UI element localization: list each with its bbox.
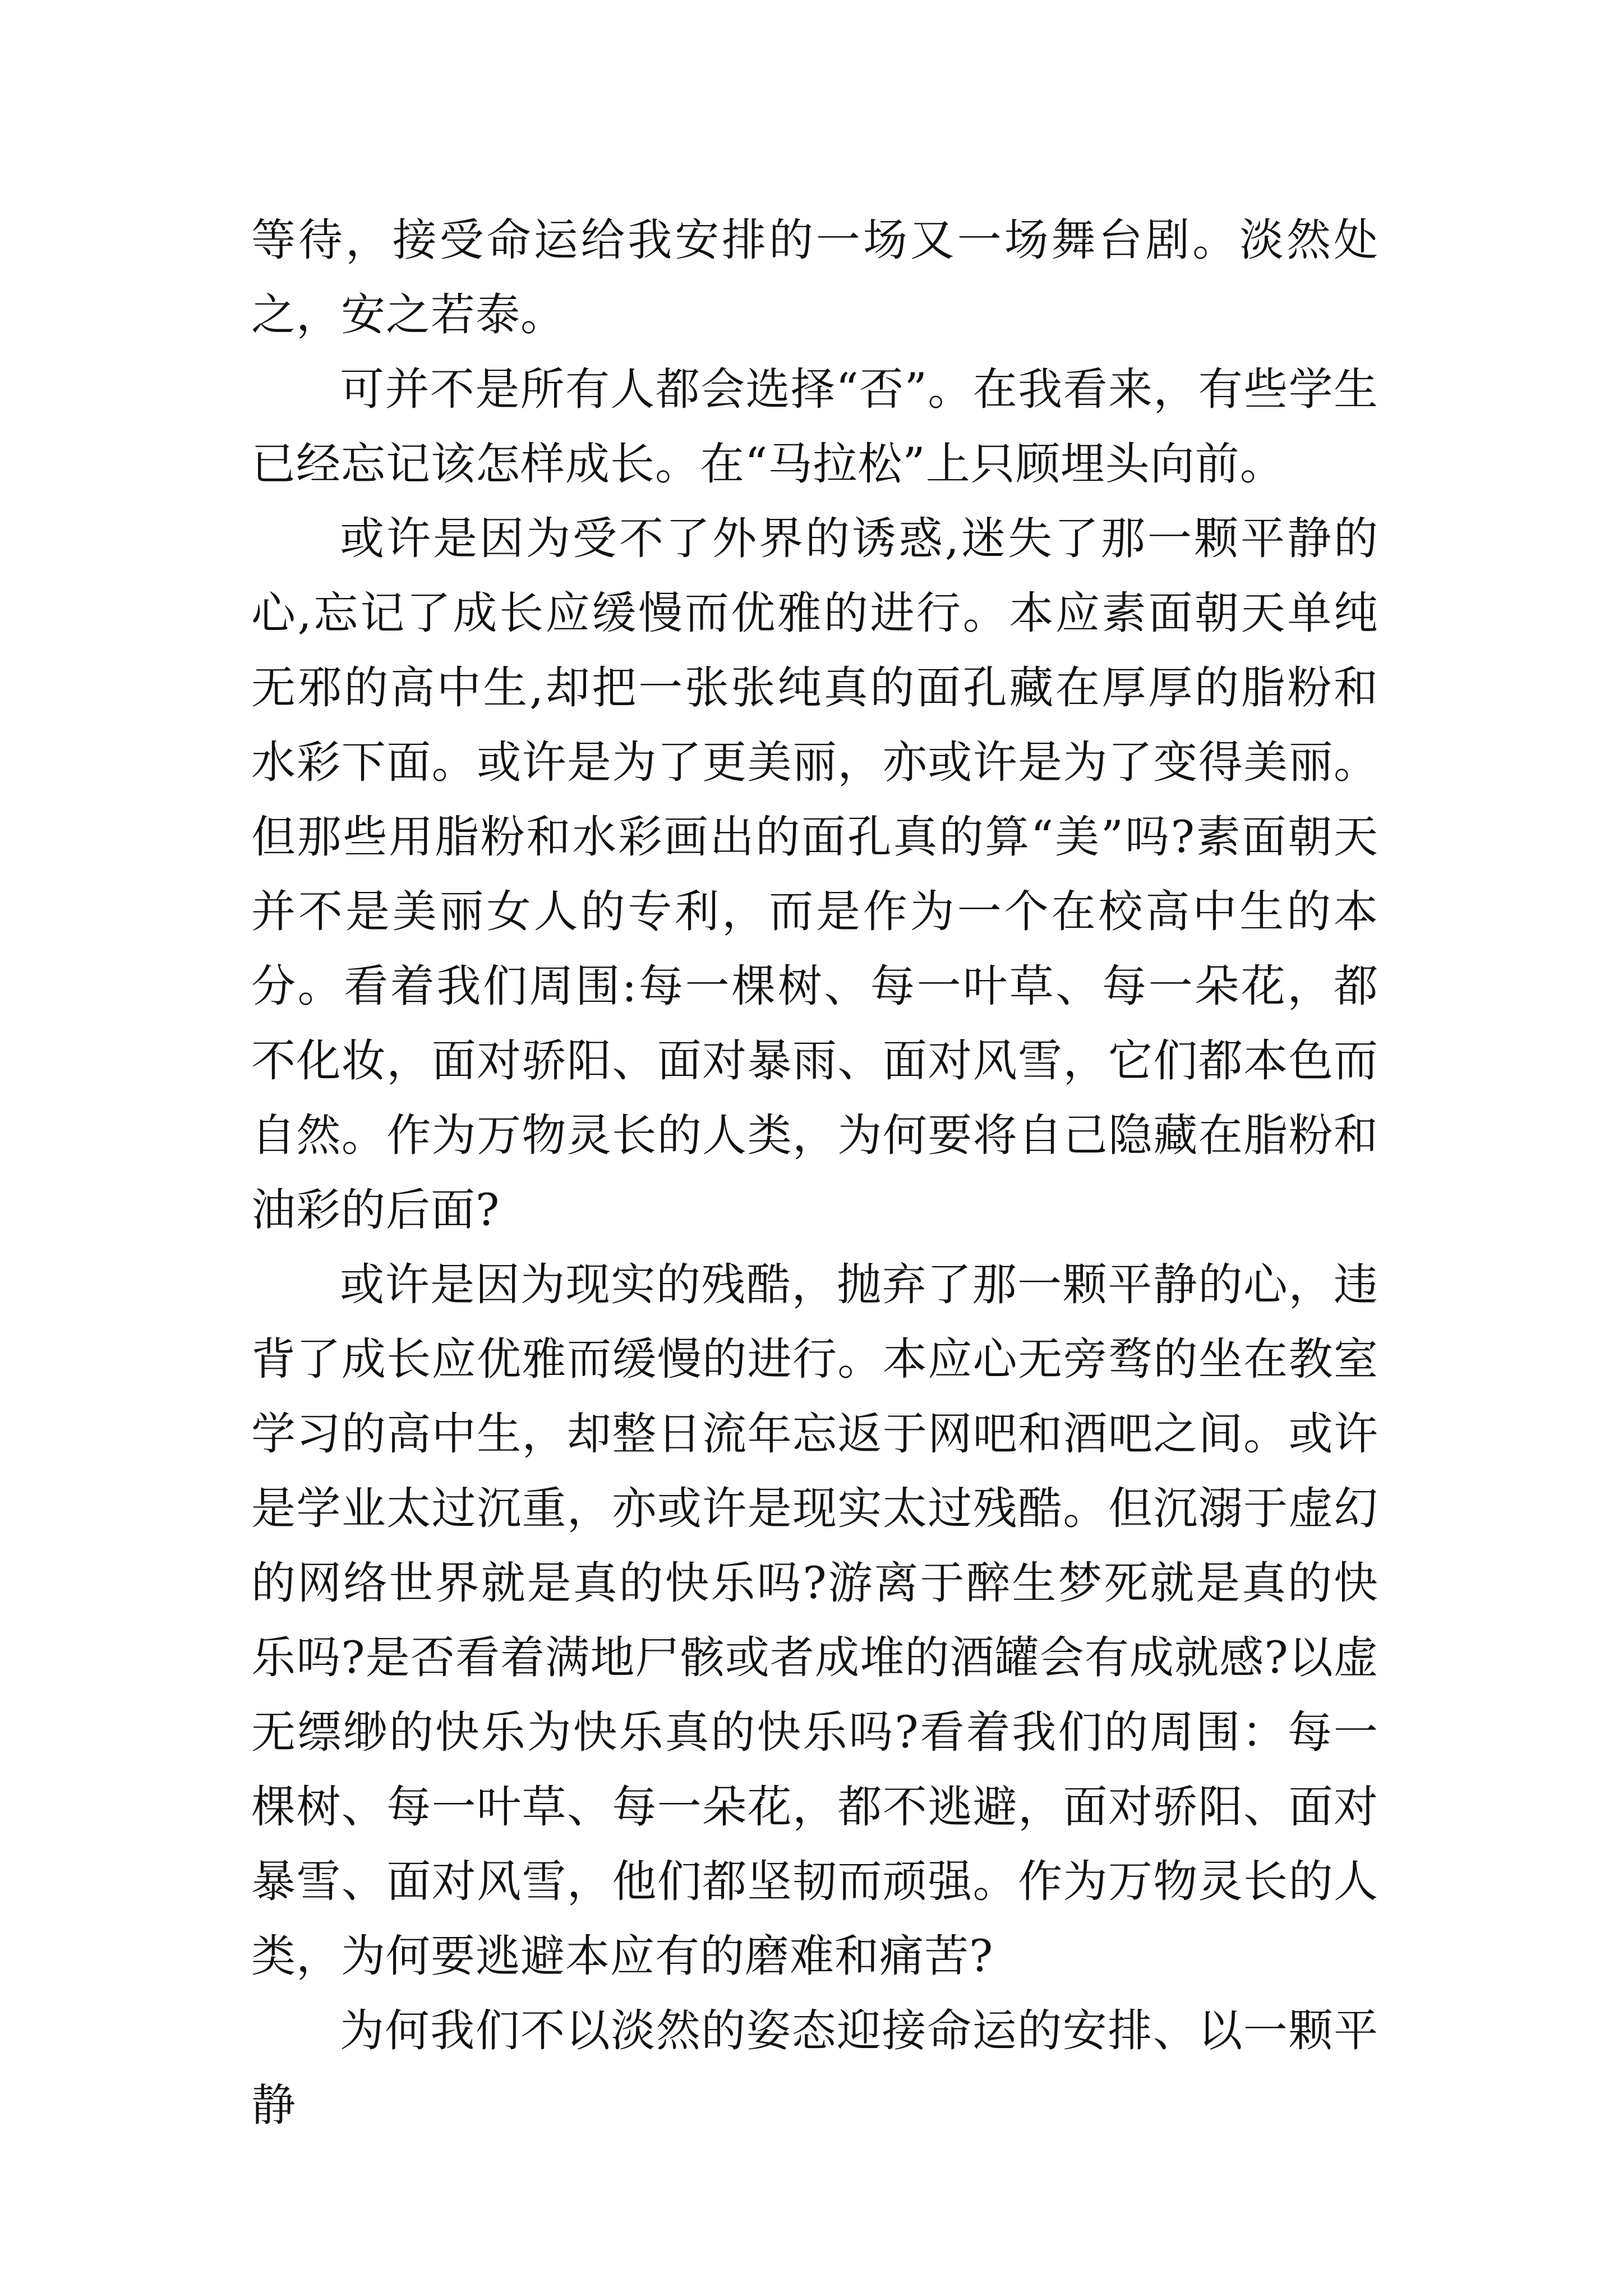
body-text [251, 203, 1378, 2143]
paragraph: 可并不是所有人都会选择“否”。在我看来，有些学生已经忘记该怎样成长。在“马拉松”上只顾埋头向前。 [251, 364, 1378, 490]
paragraph: 或许是因为现实的残酷，抛弃了那一颗平静的心，违背了成长应优雅而缓慢的进行。本应心无旁骛的坐在教室学习的高中生，却整日流年忘返于网吧和酒吧之间。或许是学业太过沉重，亦或许是现实太过残酷。但沉溺于虚幻的网络世界就是真的快乐吗?游离于醉生梦死就是真的快乐吗?是否看着满地尸骸或者成堆的酒罐会有成就感?以虚无缥缈的快乐为快乐真的快乐吗?看着我们的周围：每一棵树、每一叶草、每一朵花，都不逃避，面对骄阳、面对暴雪、面对风雪，他们都坚韧而顽强。作为万物灵长的人类，为何要逃避本应有的磨难和痛苦? [251, 1259, 1378, 1982]
paragraph: 为何我们不以淡然的姿态迎接命运的安排、以一颗平静 [251, 2005, 1378, 2131]
paragraph: 或许是因为受不了外界的诱惑,迷失了那一颗平静的心,忘记了成长应缓慢而优雅的进行。本应素面朝天单纯无邪的高中生,却把一张张纯真的面孔藏在厚厚的脂粉和水彩下面。或许是为了更美丽，亦或许是为了变得美丽。但那些用脂粉和水彩画出的面孔真的算“美”吗?素面朝天并不是美丽女人的专利，而是作为一个在校高中生的本分。看着我们周围:每一棵树、每一叶草、每一朵花，都不化妆，面对骄阳、面对暴雨、面对风雪，它们都本色而自然。作为万物灵长的人类，为何要将自己隐藏在脂粉和油彩的后面? [251, 513, 1378, 1236]
paragraph-continuation: 等待，接受命运给我安排的一场又一场舞台剧。淡然处之，安之若泰。 [251, 214, 1378, 341]
